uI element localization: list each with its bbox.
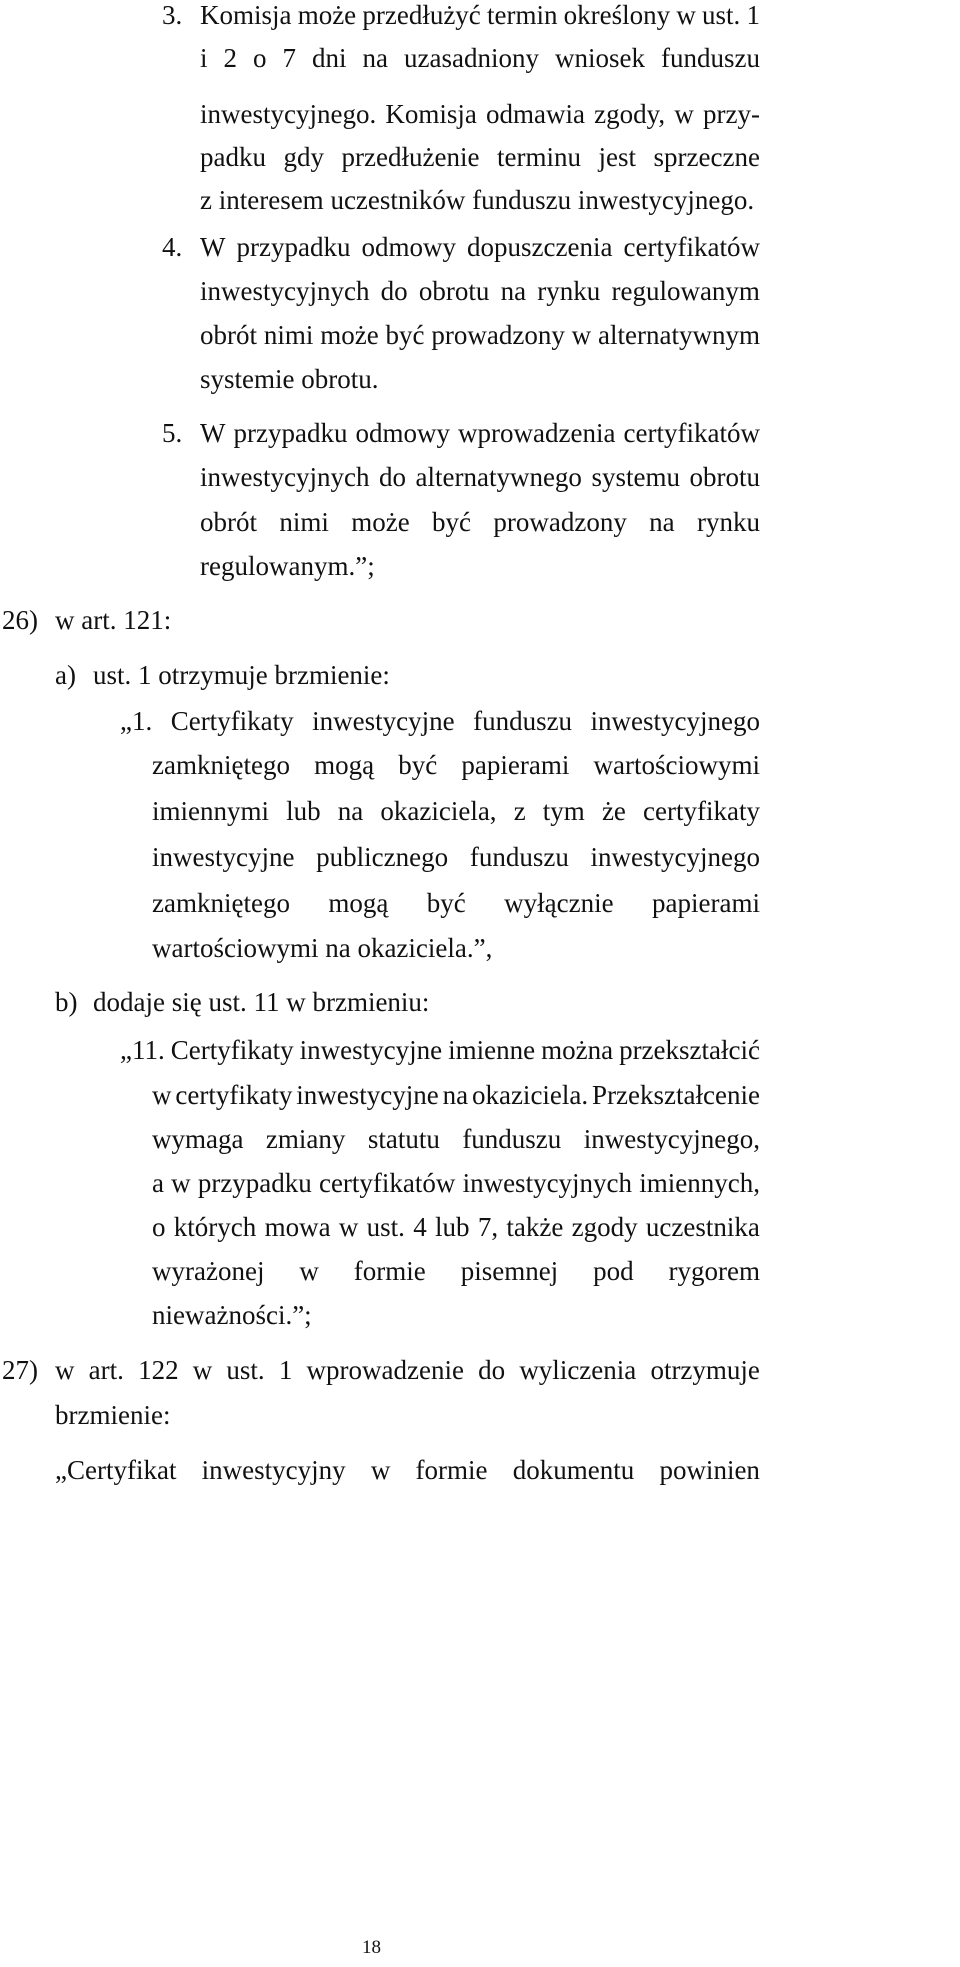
word: W	[200, 232, 226, 262]
word: pod	[593, 1256, 634, 1286]
item-4-line-1	[200, 232, 760, 263]
item-5-line-3	[200, 507, 760, 538]
word: mogą	[328, 888, 389, 918]
word: określony	[563, 0, 671, 30]
word: wymaga	[152, 1124, 244, 1154]
word: certyfikatów	[623, 418, 760, 448]
word: Komisja	[200, 0, 292, 30]
word: o	[253, 43, 267, 73]
word: statutu	[367, 1124, 440, 1154]
quote-3-line-1	[55, 1455, 760, 1486]
quote-1-line-6: wartościowymi na okaziciela.”,	[152, 933, 493, 963]
item-3-number: 3.	[162, 0, 183, 30]
item-26a-text: ust. 1 otrzymuje brzmienie:	[93, 660, 390, 690]
word: imienne	[448, 1035, 536, 1065]
item-5-line-2	[200, 462, 760, 493]
word: inwestycyjnych	[200, 462, 370, 492]
item-4-number: 4.	[162, 232, 183, 262]
word: zgody	[571, 1212, 638, 1242]
word: o	[152, 1212, 166, 1242]
word: a	[152, 1168, 164, 1198]
word: wyrażonej	[152, 1256, 265, 1286]
word: w	[676, 0, 696, 30]
word: może	[351, 507, 410, 537]
word: „11.	[120, 1035, 165, 1065]
word: papierami	[461, 750, 570, 780]
word: prowadzony	[493, 507, 627, 537]
quote-2-line-2	[152, 1080, 760, 1111]
word: rygorem	[668, 1256, 760, 1286]
word: funduszu	[473, 706, 573, 736]
word: w	[299, 1256, 319, 1286]
word: w	[171, 1168, 191, 1198]
word: może	[320, 320, 379, 350]
word: których	[173, 1212, 257, 1242]
word: pisemnej	[460, 1256, 559, 1286]
word: inwestycyjnych	[462, 1168, 633, 1198]
quote-2-line-6	[152, 1256, 760, 1287]
word: przy-	[702, 99, 760, 129]
word: alternatywnym	[598, 320, 760, 350]
quote-2-line-3	[152, 1124, 760, 1155]
word: inwestycyjnego.	[200, 99, 377, 129]
word: „1.	[120, 706, 153, 736]
item-4-line-2	[200, 276, 760, 307]
word: obrót	[200, 320, 257, 350]
quote-1-line-2	[152, 750, 760, 781]
word: Przekształcenie	[592, 1080, 760, 1110]
word: termin	[486, 0, 558, 30]
word: inwestycyjne	[296, 1080, 439, 1110]
item-3-line-4	[200, 142, 760, 173]
item-5-number: 5.	[162, 418, 183, 448]
word: papierami	[652, 888, 760, 918]
word: imiennymi	[152, 796, 269, 826]
word: powinien	[659, 1455, 760, 1485]
word: odmawia	[486, 99, 586, 129]
word: ust.	[226, 1355, 265, 1385]
word: 1	[746, 0, 760, 30]
word: dopuszczenia	[467, 232, 613, 262]
item-26b-label: b)	[55, 987, 78, 1017]
word: 1	[278, 1355, 293, 1385]
item-26-text: w art. 121:	[55, 605, 172, 635]
word: w	[571, 320, 592, 350]
word: do	[380, 276, 408, 306]
word: zamkniętego	[152, 888, 290, 918]
word: gdy	[283, 142, 325, 172]
word: inwestycyjny	[201, 1455, 346, 1485]
word: okaziciela,	[380, 796, 497, 826]
item-27-line-1	[55, 1355, 760, 1386]
page-number: 18	[362, 1937, 381, 1958]
word: padku	[200, 142, 266, 172]
word: obrót	[200, 507, 257, 537]
word: 7,	[477, 1212, 499, 1242]
word: okaziciela.	[471, 1080, 589, 1110]
quote-2-line-5	[152, 1212, 760, 1243]
quote-1-line-3	[152, 796, 760, 827]
word: funduszu	[469, 842, 569, 872]
word: rynku	[697, 507, 760, 537]
word: być	[398, 750, 438, 780]
word: Komisja	[385, 99, 477, 129]
word: lub	[286, 796, 321, 826]
word: i	[200, 43, 208, 73]
word: alternatywnego	[415, 462, 582, 492]
word: dni	[312, 43, 347, 73]
word: formie	[415, 1455, 488, 1485]
item-26-number: 26)	[2, 605, 38, 635]
word: funduszu	[660, 43, 760, 73]
word: przedłużenie	[341, 142, 480, 172]
word: odmowy	[361, 232, 457, 262]
word: W	[200, 418, 226, 448]
word: przypadku	[236, 232, 351, 262]
word: w	[192, 1355, 213, 1385]
word: być	[426, 888, 466, 918]
word: w	[55, 1355, 75, 1385]
item-3-line-1	[200, 0, 760, 31]
word: 2	[223, 43, 238, 73]
word: inwestycyjnego	[590, 706, 760, 736]
word: na	[649, 507, 675, 537]
word: także	[506, 1212, 564, 1242]
word: dokumentu	[512, 1455, 635, 1485]
word: do	[378, 462, 406, 492]
word: publicznego	[316, 842, 449, 872]
item-3-line-3	[200, 99, 760, 130]
word: art.	[88, 1355, 124, 1385]
word: funduszu	[462, 1124, 562, 1154]
quote-2-line-7: nieważności.”;	[152, 1300, 312, 1330]
word: inwestycyjnego,	[583, 1124, 760, 1154]
word: inwestycyjne	[312, 706, 455, 736]
word: może	[297, 0, 357, 30]
word: przypadku	[233, 418, 348, 448]
word: lub	[435, 1212, 470, 1242]
word: 122	[138, 1355, 179, 1385]
word: w	[674, 99, 694, 129]
word: że	[601, 796, 626, 826]
word: Certyfikaty	[170, 1035, 294, 1065]
word: regulowanym	[611, 276, 760, 306]
word: ust.	[702, 0, 741, 30]
item-5-line-1	[200, 418, 760, 449]
word: „Certyfikat	[55, 1455, 177, 1485]
word: imiennych,	[639, 1168, 760, 1198]
word: uczestnika	[645, 1212, 760, 1242]
word: wprowadzenia	[458, 418, 616, 448]
item-3-line-5: z interesem uczestników funduszu inwestycyjnego.	[200, 185, 755, 215]
word: inwestycyjnych	[200, 276, 370, 306]
word: przedłużyć	[362, 0, 481, 30]
word: nimi	[263, 320, 314, 350]
word: obrotu	[689, 462, 760, 492]
word: sprzeczne	[653, 142, 760, 172]
word: zgody,	[594, 99, 666, 129]
word: rynku	[537, 276, 601, 306]
item-26b-text: dodaje się ust. 11 w brzmieniu:	[93, 987, 430, 1017]
word: z	[513, 796, 526, 826]
word: w	[152, 1080, 172, 1110]
word: w	[338, 1212, 359, 1242]
word: wprowadzenie	[306, 1355, 464, 1385]
word: mowa	[264, 1212, 331, 1242]
word: formie	[353, 1256, 426, 1286]
word: do	[478, 1355, 506, 1385]
quote-1-line-4	[152, 842, 760, 873]
word: inwestycyjne	[299, 1035, 443, 1065]
word: odmowy	[355, 418, 451, 448]
word: można	[541, 1035, 614, 1065]
word: inwestycyjnego	[590, 842, 760, 872]
item-3-line-2	[200, 43, 760, 74]
item-27-number: 27)	[2, 1355, 38, 1385]
item-4-line-3	[200, 320, 760, 351]
word: certyfikatów	[318, 1168, 456, 1198]
item-26a-label: a)	[55, 660, 76, 690]
word: zamkniętego	[152, 750, 290, 780]
word: otrzymuje	[650, 1355, 760, 1385]
word: przypadku	[197, 1168, 312, 1198]
word: 4	[413, 1212, 427, 1242]
word: terminu	[497, 142, 581, 172]
word: certyfikaty	[175, 1080, 293, 1110]
quote-1-line-1	[120, 706, 760, 737]
word: na	[442, 1080, 469, 1110]
word: systemu	[591, 462, 680, 492]
item-4-line-4: systemie obrotu.	[200, 364, 379, 394]
word: tym	[542, 796, 585, 826]
word: wyłącznie	[504, 888, 614, 918]
word: na	[362, 43, 389, 73]
word: zmiany	[265, 1124, 346, 1154]
word: wartościowymi	[593, 750, 760, 780]
quote-2-line-4	[152, 1168, 760, 1199]
word: obrotu	[418, 276, 490, 306]
word: na	[500, 276, 527, 306]
word: mogą	[314, 750, 375, 780]
word: na	[337, 796, 364, 826]
word: wyliczenia	[519, 1355, 637, 1385]
word: prowadzony	[431, 320, 565, 350]
word: wniosek	[554, 43, 645, 73]
word: jest	[598, 142, 637, 172]
word: ust.	[366, 1212, 405, 1242]
word: być	[432, 507, 472, 537]
word: nimi	[279, 507, 329, 537]
word: certyfikatów	[623, 232, 760, 262]
item-5-line-4: regulowanym.”;	[200, 551, 375, 581]
word: Certyfikaty	[170, 706, 294, 736]
word: 7	[282, 43, 297, 73]
item-27-line-2: brzmienie:	[55, 1400, 171, 1430]
quote-1-line-5	[152, 888, 760, 919]
word: inwestycyjne	[152, 842, 295, 872]
word: przekształcić	[619, 1035, 760, 1065]
word: w	[370, 1455, 391, 1485]
word: być	[385, 320, 425, 350]
quote-2-line-1	[120, 1035, 760, 1066]
word: uzasadniony	[404, 43, 539, 73]
word: certyfikaty	[643, 796, 760, 826]
